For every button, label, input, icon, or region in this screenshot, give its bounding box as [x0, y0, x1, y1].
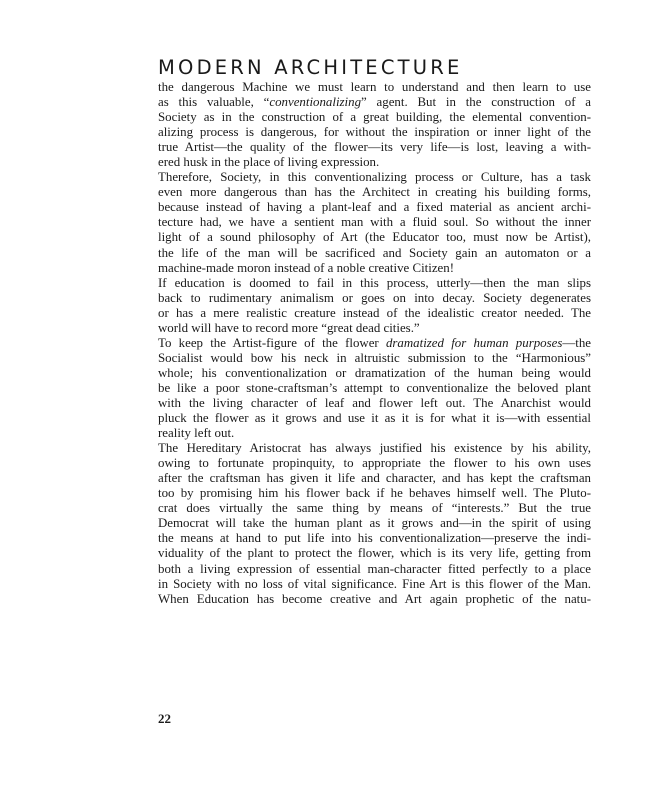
- text-line: [158, 306, 591, 321]
- text-line: [158, 351, 591, 366]
- text-segment: Socialist would bow his neck in altruistic submission to the “Harmonious”: [158, 350, 591, 365]
- text-line: [158, 366, 591, 381]
- text-segment: If education is doomed to fail in this process, utterly—then the man slips: [158, 275, 591, 290]
- text-line: [158, 516, 591, 531]
- text-line: [158, 291, 591, 306]
- text-segment: pluck the flower as it grows and use it as it is for what it is—with essential: [158, 411, 591, 426]
- text-line: [158, 592, 591, 607]
- text-segment: after the craftsman has given it life and character, and has kept the craftsman: [158, 471, 591, 486]
- text-line: [158, 426, 591, 441]
- text-line: [158, 261, 591, 276]
- text-line: [158, 381, 591, 396]
- text-line: [158, 441, 591, 456]
- text-segment: the life of the man will be sacrificed and Society gain an automaton or a: [158, 245, 591, 260]
- text-segment: Democrat will take the human plant as it grows and—in the spirit of using: [158, 516, 591, 531]
- text-line: [158, 471, 591, 486]
- italic-text: dramatized for human purposes: [385, 335, 563, 350]
- text-segment: Therefore, Society, in this conventionalizing process or Culture, has a task: [158, 170, 591, 185]
- text-segment: ” agent. But in the construction of a: [361, 95, 592, 110]
- text-segment: world will have to record more “great dead cities.”: [158, 320, 420, 335]
- text-segment: both a living expression of essential man-character fitted perfectly to a place: [158, 561, 591, 576]
- text-segment: the means at hand to put life into his conventionalization—preserve the indi-: [158, 531, 591, 546]
- text-segment: reality left out.: [158, 426, 235, 441]
- text-line: [158, 276, 591, 291]
- text-line: [158, 185, 591, 200]
- text-segment: Society as in the construction of a great building, the elemental convention-: [158, 110, 591, 125]
- text-segment: The Hereditary Aristocrat has always justified his existence by his ability,: [158, 441, 591, 456]
- running-head: MODERN ARCHITECTURE: [158, 56, 463, 79]
- text-line: [158, 546, 591, 561]
- text-line: [158, 155, 591, 170]
- text-segment: When Education has become creative and Art again prophetic of the natu-: [158, 591, 591, 606]
- text-line: [158, 170, 591, 185]
- text-line: [158, 531, 591, 546]
- text-line: [158, 246, 591, 261]
- text-segment: because instead of having a plant-leaf and a fixed material as ancient archi-: [158, 200, 591, 215]
- text-segment: as this valuable, “: [158, 95, 270, 110]
- text-line: [158, 411, 591, 426]
- body-text: [158, 80, 591, 607]
- text-segment: crat does virtually the same thing by means of “interests.” But the true: [158, 501, 591, 516]
- text-segment: —the: [562, 335, 591, 350]
- text-segment: the dangerous Machine we must learn to understand and then learn to use: [158, 80, 591, 94]
- text-line: [158, 456, 591, 471]
- text-line: [158, 562, 591, 577]
- text-segment: alizing process is dangerous, for without the inspiration or inner light of the: [158, 125, 591, 140]
- text-line: [158, 80, 591, 95]
- text-segment: true Artist—the quality of the flower—its very life—is lost, leaving a with-: [158, 140, 591, 155]
- text-segment: owing to fortunate propinquity, to appropriate the flower to his own uses: [158, 456, 591, 471]
- text-segment: in Society with no loss of vital significance. Fine Art is this flower of the Man.: [158, 576, 591, 591]
- text-line: [158, 200, 591, 215]
- text-line: [158, 215, 591, 230]
- text-line: [158, 486, 591, 501]
- text-line: [158, 321, 591, 336]
- text-line: [158, 501, 591, 516]
- text-segment: ered husk in the place of living expression.: [158, 155, 380, 170]
- text-segment: with the living character of leaf and flower left out. The Anarchist would: [158, 395, 591, 410]
- text-segment: machine-made moron instead of a noble creative Citizen!: [158, 260, 455, 275]
- text-line: [158, 110, 591, 125]
- page-number: 22: [158, 711, 171, 726]
- text-line: [158, 95, 591, 110]
- text-line: [158, 336, 591, 351]
- text-line: [158, 577, 591, 592]
- text-line: [158, 140, 591, 155]
- text-segment: or has a mere realistic creature instead of the idealistic creator needed. The: [158, 305, 591, 320]
- text-line: [158, 125, 591, 140]
- text-segment: back to rudimentary animalism or goes on into decay. Society degenerates: [158, 290, 591, 305]
- text-segment: be like a poor stone-craftsman’s attempt to conventionalize the beloved plant: [158, 380, 591, 395]
- text-line: [158, 396, 591, 411]
- text-segment: To keep the Artist-figure of the flower: [158, 335, 386, 350]
- text-segment: tecture had, we have a sentient man with a fluid soul. So without the inner: [158, 215, 591, 230]
- text-segment: whole; his conventionalization or dramatization of the human being would: [158, 365, 591, 380]
- text-segment: too by promising him his flower back if he behaves himself well. The Pluto-: [158, 486, 591, 501]
- text-line: [158, 230, 591, 245]
- text-segment: viduality of the plant to protect the flower, which is its very life, getting from: [158, 546, 591, 561]
- text-segment: even more dangerous than has the Architect in creating his building forms,: [158, 185, 591, 200]
- text-segment: light of a sound philosophy of Art (the Educator too, must now be Artist),: [158, 230, 591, 245]
- italic-text: conventionalizing: [269, 95, 362, 110]
